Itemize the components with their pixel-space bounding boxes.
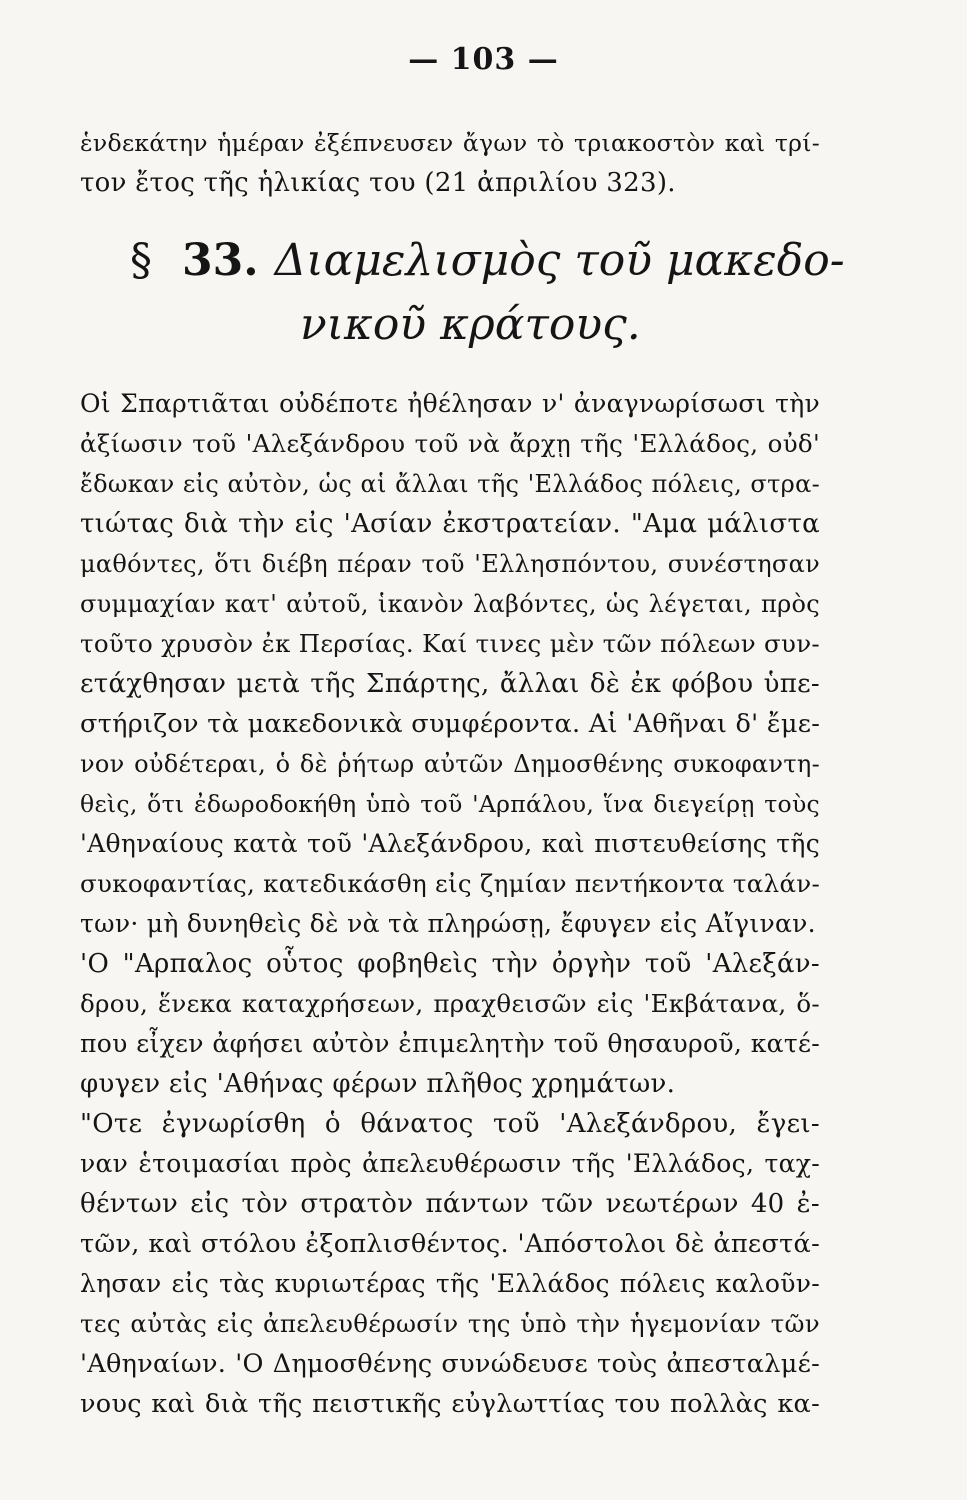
text-line: συμμαχίαν κατ' αὐτοῦ, ἱκανὸν λαβόντες, ὡς λέγεται, πρὸς xyxy=(80,590,820,618)
text-line: τοῦτο χρυσὸν ἐκ Περσίας. Καί τινες μὲν τῶν πόλεων συν- xyxy=(80,629,820,658)
text-line: 'Αθηναίους κατὰ τοῦ 'Αλεξάνδρου, καὶ πιστευθείσης τῆς xyxy=(80,829,820,858)
text-line: λησαν εἰς τὰς κυριωτέρας τῆς 'Ελλάδος πόλεις καλοῦν- xyxy=(80,1269,820,1298)
text-line: Οἱ Σπαρτιᾶται οὐδέποτε ἠθέλησαν ν' ἀναγνωρίσωσι τὴν xyxy=(80,389,820,418)
text-line: τον ἔτος τῆς ἡλικίας του (21 ἀπριλίου 323). xyxy=(80,168,676,198)
text-line: τιώτας διὰ τὴν εἰς 'Ασίαν ἐκστρατείαν. "Αμα μάλιστα xyxy=(80,509,820,539)
text-line: ἀξίωσιν τοῦ 'Αλεξάνδρου τοῦ νὰ ἄρχῃ τῆς 'Ελλάδος, οὐδ' xyxy=(80,429,820,458)
text-line: των· μὴ δυνηθεὶς δὲ νὰ τὰ πληρώσῃ, ἔφυγεν εἰς Αἴγιναν. xyxy=(80,909,816,938)
section-heading-line2 xyxy=(300,292,960,358)
section-sign: § xyxy=(130,235,152,286)
text-line: νους καὶ διὰ τῆς πειστικῆς εὐγλωττίας του πολλὰς κα- xyxy=(80,1389,820,1419)
text-line: ἔδωκαν εἰς αὐτὸν, ὡς αἱ ἄλλαι τῆς 'Ελλάδος πόλεις, στρα- xyxy=(80,470,820,498)
section-title-part1: Διαμελισμὸς τοῦ μακεδο- xyxy=(274,235,845,286)
text-line: νον οὐδέτεραι, ὁ δὲ ῥήτωρ αὐτῶν Δημοσθένης συκοφαντη- xyxy=(80,750,820,778)
page-number: — 103 — xyxy=(408,42,559,77)
text-line: δρου, ἕνεκα καταχρήσεων, πραχθεισῶν εἰς 'Εκβάτανα, ὅ- xyxy=(80,989,820,1018)
section-heading-line1 xyxy=(130,228,845,294)
text-line: ετάχθησαν μετὰ τῆς Σπάρτης, ἄλλαι δὲ ἐκ φόβου ὑπε- xyxy=(80,669,820,699)
text-line: που εἶχεν ἀφήσει αὐτὸν ἐπιμελητὴν τοῦ θησαυροῦ, κατέ- xyxy=(80,1029,820,1058)
text-line: τες αὐτὰς εἰς ἀπελευθέρωσίν της ὑπὸ τὴν ἡγεμονίαν τῶν xyxy=(80,1309,820,1338)
text-line: θεὶς, ὅτι ἐδωροδοκήθη ὑπὸ τοῦ 'Αρπάλου, ἵνα διεγείρῃ τοὺς xyxy=(80,790,820,818)
text-line: 'Αθηναίων. 'Ο Δημοσθένης συνώδευσε τοὺς ἀπεσταλμέ- xyxy=(80,1349,820,1379)
text-line: συκοφαντίας, κατεδικάσθη εἰς ζημίαν πεντήκοντα ταλάν- xyxy=(80,869,821,898)
text-line: 'Ο "Αρπαλος οὗτος φοβηθεὶς τὴν ὀργὴν τοῦ 'Αλεξάν- xyxy=(80,949,820,979)
text-line: στήριζον τὰ μακεδονικὰ συμφέροντα. Αἱ 'Αθῆναι δ' ἔμε- xyxy=(80,709,821,739)
text-line: φυγεν εἰς 'Αθήνας φέρων πλῆθος χρημάτων. xyxy=(80,1069,676,1099)
text-line: ἑνδεκάτην ἡμέραν ἐξέπνευσεν ἄγων τὸ τριακοστὸν καὶ τρί- xyxy=(80,129,820,157)
section-number: 33. xyxy=(182,235,259,286)
text-line: θέντων εἰς τὸν στρατὸν πάντων τῶν νεωτέρων 40 ἐ- xyxy=(80,1189,820,1219)
text-line: μαθόντες, ὅτι διέβη πέραν τοῦ 'Ελλησπόντου, συνέστησαν xyxy=(80,550,820,578)
text-line: "Οτε ἐγνωρίσθη ὁ θάνατος τοῦ 'Αλεξάνδρου, ἔγει- xyxy=(80,1109,820,1139)
section-title-part2: νικοῦ κράτους. xyxy=(300,299,641,350)
text-line: ναν ἑτοιμασίαι πρὸς ἀπελευθέρωσιν τῆς 'Ελλάδος, ταχ- xyxy=(80,1149,820,1178)
text-line: τῶν, καὶ στόλου ἐξοπλισθέντος. 'Απόστολοι δὲ ἀπεστά- xyxy=(80,1229,820,1259)
